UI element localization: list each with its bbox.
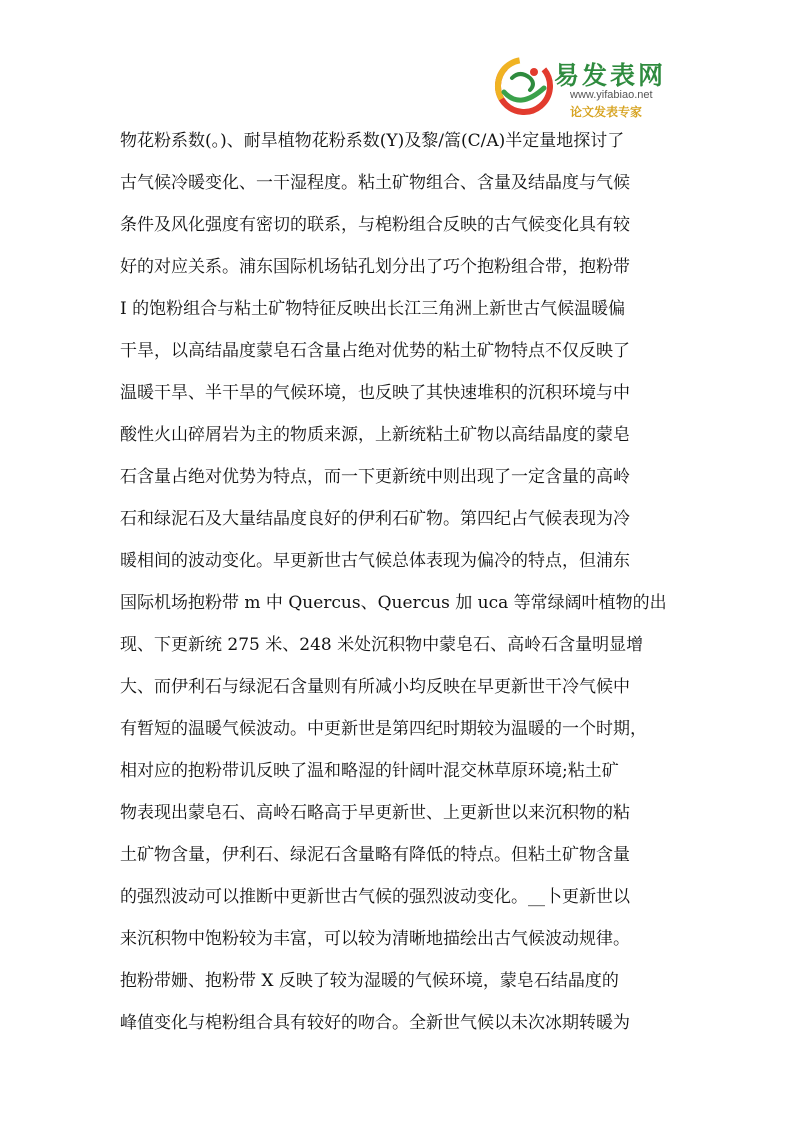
logo-title: 易发表网 <box>554 61 667 90</box>
logo-emblem-icon <box>490 48 560 118</box>
text-line: 国际机场抱粉带 m 中 Quercus、Quercus 加 uca 等常绿阔叶植物的出 <box>120 593 667 613</box>
text-line: 石和绿泥石及大量结晶度良好的伊利石矿物。第四纪占气候表现为冷 <box>120 509 630 529</box>
text-line: 石含量占绝对优势为特点，而一下更新统中则出现了一定含量的高岭 <box>120 467 630 487</box>
text-line: 好的对应关系。浦东国际机场钻孔划分出了巧个抱粉组合带，抱粉带 <box>120 257 630 277</box>
text-line: 相对应的抱粉带讥反映了温和略湿的针阔叶混交林草原环境;粘土矿 <box>120 761 619 781</box>
text-line: 抱粉带姗、抱粉带 X 反映了较为湿暖的气候环境，蒙皂石结晶度的 <box>120 971 619 991</box>
text-line: 暖相间的波动变化。早更新世古气候总体表现为偏冷的特点，但浦东 <box>120 551 630 571</box>
text-line: 酸性火山碎屑岩为主的物质来源，上新统粘土矿物以高结晶度的蒙皂 <box>120 425 630 445</box>
text-line: 峰值变化与梍粉组合具有较好的吻合。全新世气候以未次冰期转暖为 <box>120 1013 630 1033</box>
site-logo[interactable] <box>490 48 680 126</box>
text-line: 条件及风化强度有密切的联系，与梍粉组合反映的古气候变化具有较 <box>120 215 630 235</box>
text-line: 现、下更新统 275 米、248 米处沉积物中蒙皂石、高岭石含量明显增 <box>120 635 644 655</box>
document-body <box>120 120 680 1044</box>
text-line: 的强烈波动可以推断中更新世古气候的强烈波动变化。__卜更新世以 <box>120 887 630 907</box>
text-line: I 的饱粉组合与粘土矿物特征反映出长江三角洲上新世古气候温暖偏 <box>120 299 626 319</box>
text-line: 土矿物含量，伊利石、绿泥石含量略有降低的特点。但粘土矿物含量 <box>120 845 630 865</box>
text-line: 物花粉系数(。)、耐旱植物花粉系数(Y)及黎/篙(C/A)半定量地探讨了 <box>120 131 625 151</box>
text-line: 来沉积物中饱粉较为丰富，可以较为清晰地描绘出古气候波动规律。 <box>120 929 630 949</box>
text-line: 有暂短的温暖气候波动。中更新世是第四纪时期较为温暖的一个时期， <box>120 719 647 739</box>
text-line: 物表现出蒙皂石、高岭石略高于早更新世、上更新世以来沉积物的粘 <box>120 803 630 823</box>
logo-slogan: 论文发表专家 <box>570 105 643 119</box>
text-line: 大、而伊利石与绿泥石含量则有所减小均反映在早更新世干冷气候中 <box>120 677 630 697</box>
text-line: 温暖干旱、半干旱的气候环境，也反映了其快速堆积的沉积环境与中 <box>120 383 630 403</box>
text-line: 古气候冷暖变化、一干湿程度。粘土矿物组合、含量及结晶度与气候 <box>120 173 630 193</box>
text-line: 干旱，以高结晶度蒙皂石含量占绝对优势的粘土矿物特点不仅反映了 <box>120 341 630 361</box>
logo-url: www.yifabiao.net <box>570 89 653 101</box>
